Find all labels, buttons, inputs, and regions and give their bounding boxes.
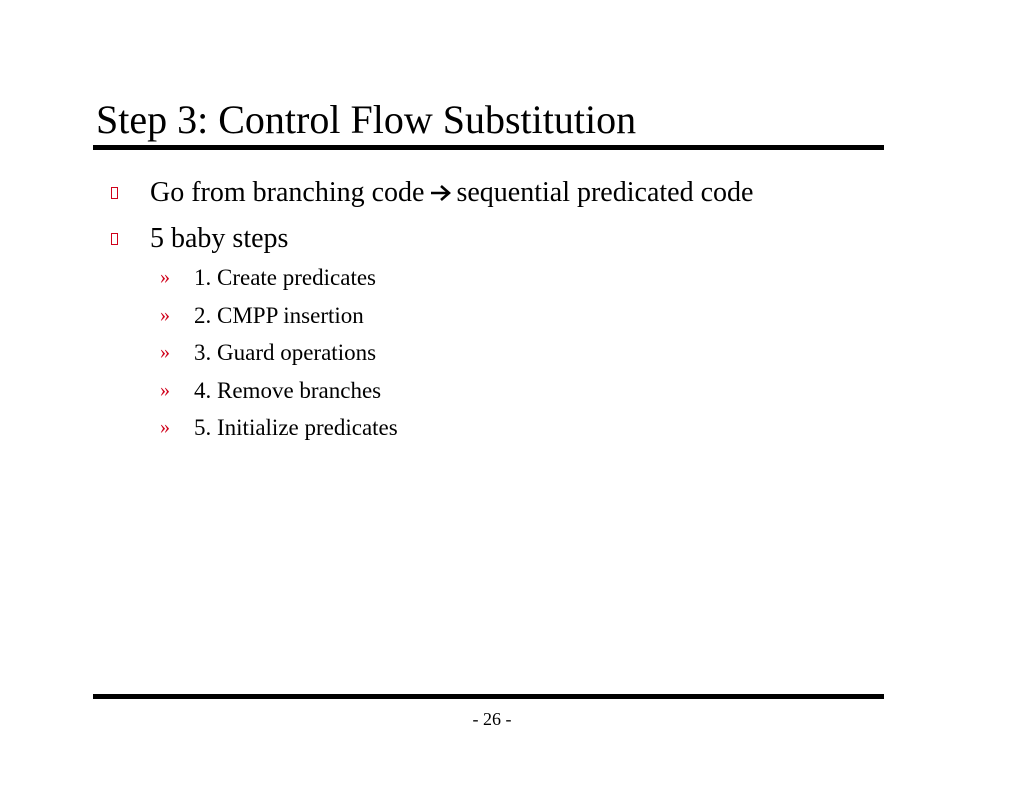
slide-title: Step 3: Control Flow Substitution — [96, 97, 637, 142]
sub-bullet-list — [160, 259, 398, 447]
bullet-item-1 — [110, 170, 753, 216]
square-bullet-icon — [111, 187, 118, 199]
sub-bullet-marker: » — [160, 378, 170, 401]
bullet-1-text-after: sequential predicated code — [456, 177, 754, 208]
sub-bullet-marker: » — [160, 341, 170, 363]
square-bullet-icon — [111, 233, 118, 245]
sub-bullet-text: 4. Remove branches — [194, 377, 382, 403]
sub-bullet-item — [160, 334, 398, 372]
sub-bullet-item — [160, 372, 398, 410]
sub-bullet-text: 5. Initialize predicates — [194, 415, 398, 440]
footer-rule — [93, 694, 884, 699]
bullet-item-2 — [110, 216, 753, 262]
sub-bullet-marker: » — [160, 416, 170, 438]
bullet-1-text-before: Go from branching code — [150, 177, 425, 208]
sub-bullet-text: 3. Guard operations — [194, 340, 377, 365]
sub-bullet-item — [160, 409, 398, 447]
sub-bullet-text: 1. Create predicates — [194, 265, 376, 290]
sub-bullet-text: 2. CMPP insertion — [194, 302, 364, 328]
right-arrow-icon — [430, 184, 452, 202]
sub-bullet-item — [160, 259, 398, 297]
page-number: - 26 - — [472, 709, 512, 729]
sub-bullet-marker: » — [160, 303, 170, 326]
title-underline — [93, 145, 884, 150]
sub-bullet-marker: » — [160, 266, 170, 288]
bullet-list — [110, 170, 753, 262]
bullet-2-text: 5 baby steps — [150, 223, 289, 254]
sub-bullet-item — [160, 297, 398, 335]
